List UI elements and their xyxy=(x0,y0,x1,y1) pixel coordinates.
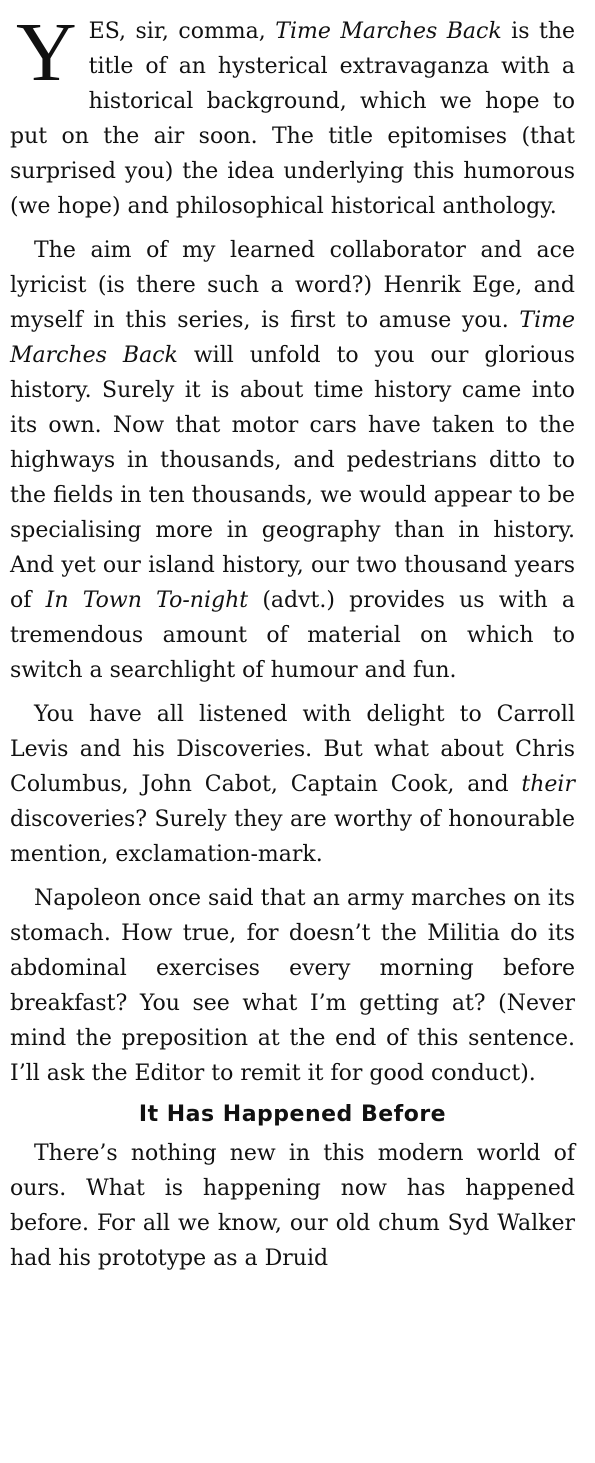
series-title: Time Marches Back xyxy=(275,19,502,44)
paragraph-2 xyxy=(10,233,575,688)
paragraph-2-text-b: will unfold to you our glorious history. Surely it is about time history came into its own. Now that motor cars have taken to the highways in thousands, and pedestrians ditto to the fields in ten thousands, we would appear to be specialising more in geography than in history. And yet our island history, our two thousand years of xyxy=(10,343,575,613)
drop-cap: Y xyxy=(16,6,77,99)
paragraph-1-text-b: is the title of an hysterical extravaganza with a historical background, which we hope to put on the air soon. The title epitomises (that surprised you) the idea underlying this humorous (we hope) and philosophical historical anthology. xyxy=(10,19,576,219)
paragraph-3-text-a: You have all listened with delight to Carroll Levis and his Discoveries. But what about Chris Columbus, John Cabot, Captain Cook, and xyxy=(10,702,575,797)
lead-in-text: ES, xyxy=(88,19,127,44)
paragraph-1 xyxy=(10,6,576,224)
section-subheading: It Has Happened Before xyxy=(138,1102,447,1127)
series-title-2: Time Marches Back xyxy=(10,308,575,368)
paragraph-3-text-b: discoveries? Surely they are worthy of honourable mention, exclamation-mark. xyxy=(10,807,575,867)
emphasis-their: their xyxy=(521,772,575,797)
paragraph-2-text-a: The aim of my learned collaborator and ace lyricist (is there such a word?) Henrik Ege, and myself in this series, is first to amuse you. xyxy=(10,238,575,333)
paragraph-1-text-a: sir, comma, xyxy=(126,19,276,44)
paragraph-4: Napoleon once said that an army marches on its stomach. How true, for doesn’t the Militia do its abdominal exercises every morning before breakfast? You see what I’m getting at? (Never mind the preposition at the end of this sentence. I’ll ask the Editor to remit it for good conduct). xyxy=(10,886,575,1086)
paragraph-5: There’s nothing new in this modern world of ours. What is happening now has happened before. For all we know, our old chum Syd Walker had his prototype as a Druid xyxy=(10,1141,575,1271)
paragraph-3 xyxy=(10,697,575,872)
paragraph-2-text-c: (advt.) provides us with a tremendous amount of material on which to switch a searchlight of humour and fun. xyxy=(10,588,576,683)
show-title: In Town To-night xyxy=(45,588,249,613)
